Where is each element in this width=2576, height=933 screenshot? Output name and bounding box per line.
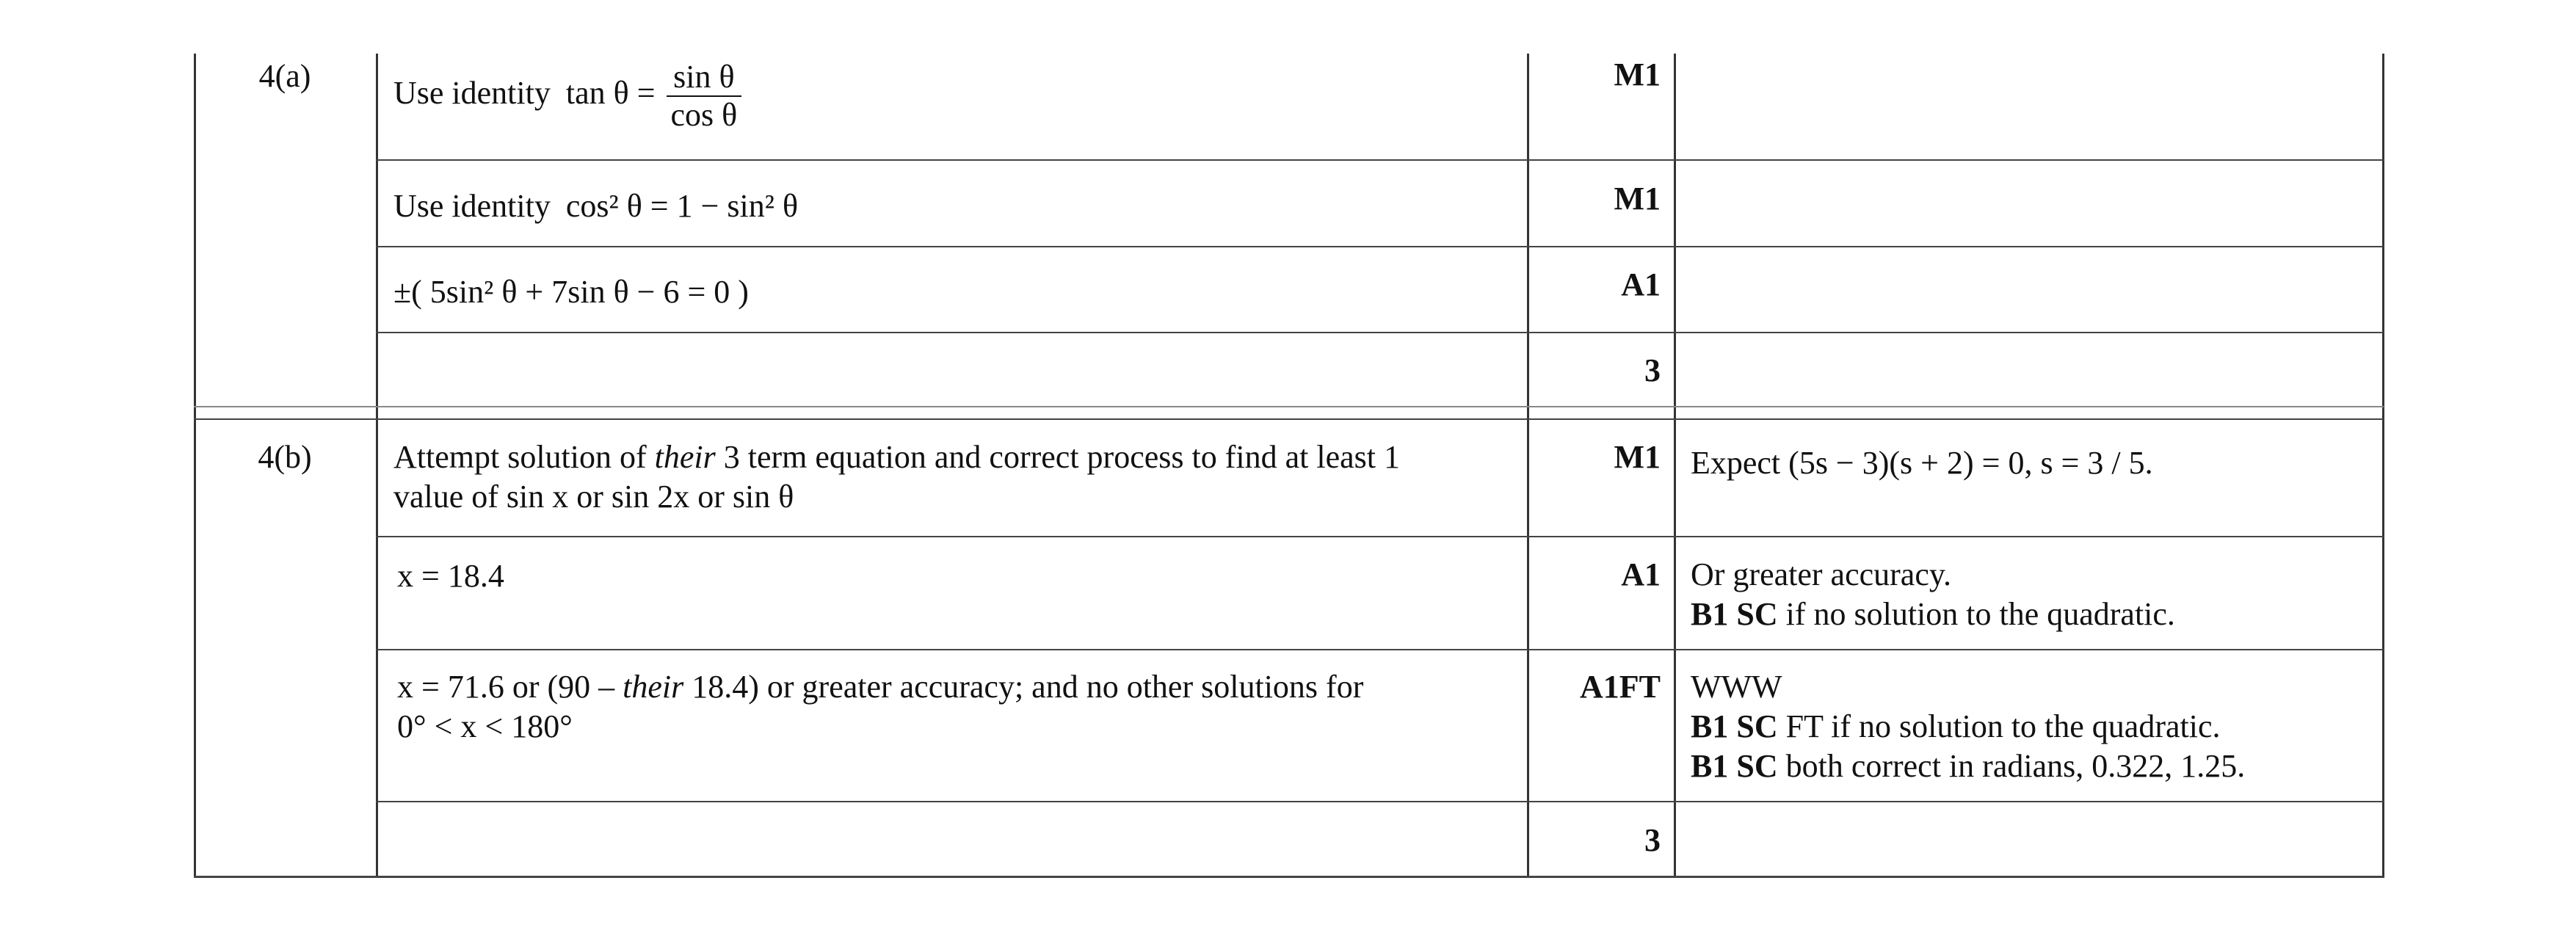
fraction [667, 59, 742, 134]
guidance-bold: B1 SC [1691, 596, 1778, 632]
fraction-numerator: sin θ [667, 59, 742, 97]
answer-cell [393, 272, 1517, 312]
guidance-line: WWW [1691, 669, 1782, 705]
answer-math: x = 18.4 [397, 558, 504, 594]
column-divider-question [376, 54, 378, 878]
row-divider [376, 536, 2384, 537]
answer-text: Use identity [393, 75, 559, 112]
guidance-bold: B1 SC [1691, 748, 1778, 784]
answer-cell [397, 556, 1520, 596]
answer-text: 3 term equation and correct process to find at least 1 [715, 439, 1400, 475]
mark-cell: A1 [1621, 556, 1661, 592]
table-bottom-border [194, 876, 2384, 878]
mark-cell: A1FT [1580, 669, 1661, 705]
mark-cell: A1 [1621, 266, 1661, 302]
answer-text-italic: their [654, 439, 716, 475]
row-divider [376, 159, 2384, 161]
answer-line [397, 667, 1520, 707]
answer-text: x = 71.6 or (90 – [397, 669, 623, 705]
answer-line [393, 438, 1517, 477]
section-divider-bottom [194, 418, 2384, 420]
guidance-line [1691, 707, 2351, 747]
total-mark-cell: 3 [1644, 822, 1661, 858]
guidance-bold: B1 SC [1691, 708, 1778, 744]
guidance-cell [1691, 667, 2351, 786]
guidance-line: Or greater accuracy. [1691, 556, 1951, 592]
total-mark-cell: 3 [1644, 352, 1661, 388]
column-divider-marks [1674, 54, 1676, 878]
guidance-cell: Expect (5s − 3)(s + 2) = 0, s = 3 / 5. [1691, 445, 2153, 481]
answer-cell [393, 59, 1517, 134]
mark-cell: M1 [1614, 181, 1661, 217]
guidance-line [1691, 595, 2351, 634]
mark-cell: M1 [1614, 57, 1661, 92]
answer-cell [393, 438, 1517, 517]
mark-cell: M1 [1614, 439, 1661, 475]
table-right-border [2382, 54, 2384, 878]
question-number: 4(b) [258, 439, 312, 475]
guidance-text: FT if no solution to the quadratic. [1777, 708, 2221, 744]
guidance-text: if no solution to the quadratic. [1777, 596, 2175, 632]
answer-math: tan θ = [565, 75, 656, 112]
answer-text: Use identity [393, 188, 559, 224]
question-number: 4(a) [258, 58, 311, 94]
row-divider [376, 649, 2384, 650]
answer-text-italic: their [623, 669, 684, 705]
row-divider [376, 801, 2384, 802]
answer-math: cos² θ = 1 − sin² θ [565, 188, 799, 224]
answer-cell [393, 186, 1517, 226]
answer-text: 18.4) or greater accuracy; and no other solutions for [683, 669, 1364, 705]
row-divider [376, 332, 2384, 333]
guidance-text: both correct in radians, 0.322, 1.25. [1777, 748, 2246, 784]
answer-math: ±( 5sin² θ + 7sin θ − 6 = 0 ) [393, 274, 749, 310]
guidance-cell [1691, 555, 2351, 634]
section-divider-top [194, 406, 2384, 407]
guidance-line [1691, 747, 2351, 786]
answer-cell [397, 667, 1520, 747]
row-divider [376, 246, 2384, 247]
fraction-denominator: cos θ [670, 97, 738, 133]
answer-line: value of sin x or sin 2x or sin θ [393, 479, 794, 515]
answer-line: 0° < x < 180° [397, 708, 573, 744]
answer-text: Attempt solution of [393, 439, 655, 475]
